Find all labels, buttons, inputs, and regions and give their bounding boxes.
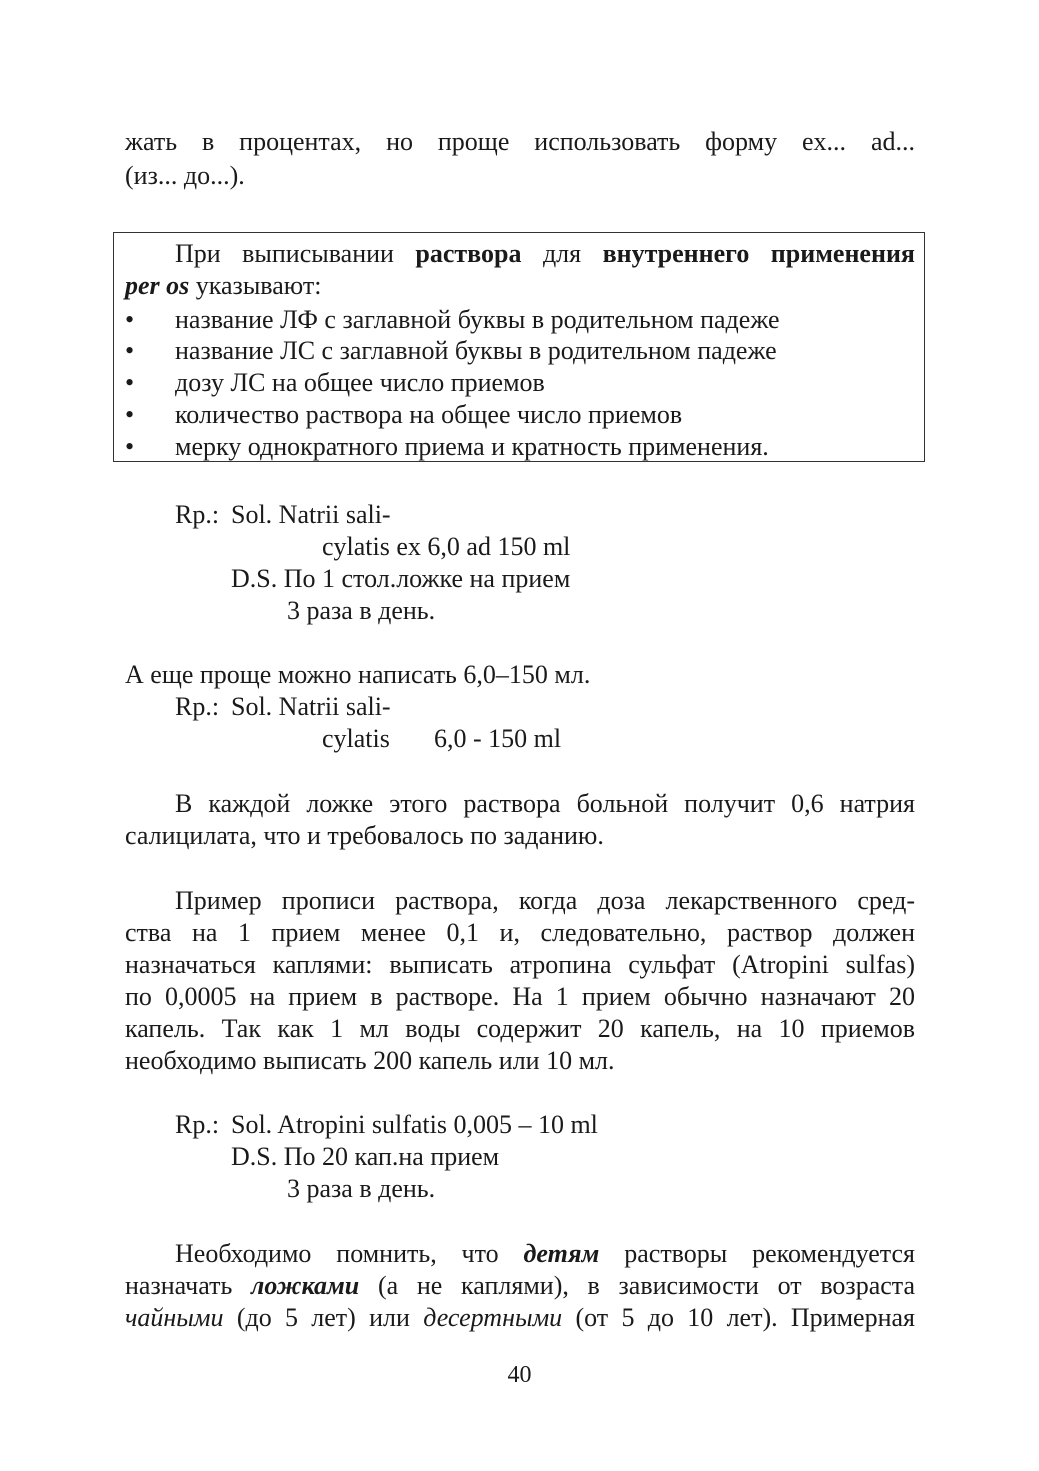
box-item-2: название ЛС с заглавной буквы в родительном падеже bbox=[175, 336, 777, 365]
rx3-rp: Rp.: bbox=[175, 1110, 220, 1139]
box-item-1: название ЛФ с заглавной буквы в родительном падеже bbox=[175, 305, 780, 334]
box-item-5: мерку однократного приема и кратность применения. bbox=[175, 432, 769, 461]
rx2-line-2a: cylatis bbox=[322, 724, 390, 753]
bullet-5: • bbox=[125, 432, 135, 461]
rx2-line-2b: 6,0 - 150 ml bbox=[434, 724, 562, 753]
para2-line-1: Пример прописи раствора, когда доза лекарственного сред- bbox=[175, 886, 915, 915]
rx1-line-1: Sol. Natrii sali- bbox=[231, 500, 391, 529]
para2-line-2: ства на 1 прием менее 0,1 и, следовательно, раствор должен bbox=[125, 918, 915, 947]
bullet-3: • bbox=[125, 368, 135, 397]
rx2-line-1: Sol. Natrii sali- bbox=[231, 692, 391, 721]
rx3-line-2: D.S. По 20 кап.на прием bbox=[231, 1142, 500, 1171]
para1-line-2: салицилата, что и требовалось по заданию. bbox=[125, 821, 604, 850]
rx1-rp: Rp.: bbox=[175, 500, 220, 529]
rx1-line-2: cylatis ex 6,0 ad 150 ml bbox=[322, 532, 571, 561]
para1-line-1: В каждой ложке этого раствора больной получит 0,6 натрия bbox=[175, 789, 915, 818]
para2-line-5: капель. Так как 1 мл воды содержит 20 капель, на 10 приемов bbox=[125, 1014, 915, 1043]
rx1-line-4: 3 раза в день. bbox=[287, 596, 436, 625]
rx1-line-3: D.S. По 1 стол.ложке на прием bbox=[231, 564, 571, 593]
bullet-2: • bbox=[125, 336, 135, 365]
bullet-4: • bbox=[125, 400, 135, 429]
box-item-4: количество раствора на общее число приемов bbox=[175, 400, 683, 429]
box-intro-line: При выписывании раствора для внутреннего применения bbox=[175, 239, 915, 268]
para3-line-3: чайными (до 5 лет) или десертными (от 5 до 10 лет). Примерная bbox=[125, 1303, 915, 1332]
para3-line-1: Необходимо помнить, что детям растворы рекомендуется bbox=[175, 1239, 915, 1268]
para3-line-2: назначать ложками (а не каплями), в зависимости от возраста bbox=[125, 1271, 915, 1300]
top-line-2: (из... до...). bbox=[125, 161, 245, 190]
page-number: 40 bbox=[507, 1362, 532, 1388]
rx3-line-3: 3 раза в день. bbox=[287, 1174, 436, 1203]
box-item-3: дозу ЛС на общее число приемов bbox=[175, 368, 545, 397]
bullet-1: • bbox=[125, 305, 135, 334]
simpler-note: А еще проще можно написать 6,0–150 мл. bbox=[125, 660, 591, 689]
rx2-rp: Rp.: bbox=[175, 692, 220, 721]
para2-line-6: необходимо выписать 200 капель или 10 мл. bbox=[125, 1046, 615, 1075]
para2-line-4: по 0,0005 на прием в растворе. На 1 прием обычно назначают 20 bbox=[125, 982, 915, 1011]
top-line-1: жать в процентах, но проще использовать форму ex... ad... bbox=[125, 127, 915, 156]
para2-line-3: назначаться каплями: выписать атропина сульфат (Atropini sulfas) bbox=[125, 950, 915, 979]
rx3-line-1: Sol. Atropini sulfatis 0,005 – 10 ml bbox=[231, 1110, 598, 1139]
box-intro-line-2: per os указывают: bbox=[125, 271, 322, 300]
